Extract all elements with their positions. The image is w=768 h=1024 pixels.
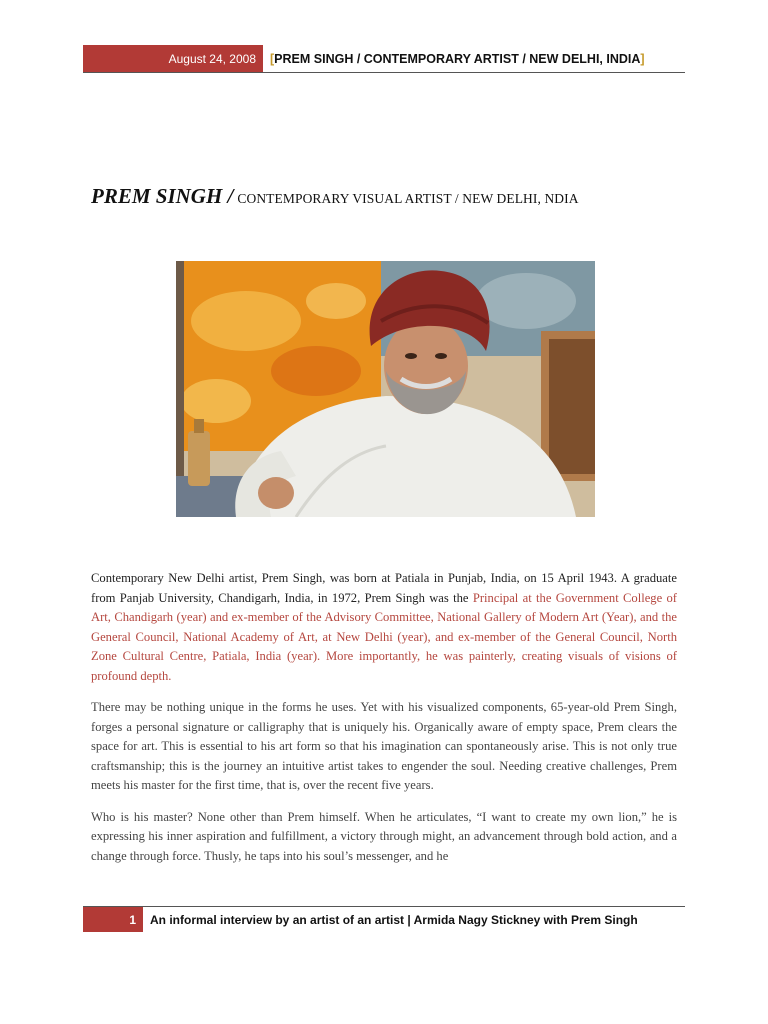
- paragraph-1-intro: Contemporary New Delhi artist, Prem Singh, was born at Patiala in Punjab, India, on 15 April 1943. A graduate from Panjab University, Chandigarh, India, in 1972, Prem Singh was the: [91, 571, 677, 605]
- header-bracket-close: ]: [640, 51, 645, 66]
- header-title-text: PREM SINGH / CONTEMPORARY ARTIST / NEW DELHI, INDIA: [274, 51, 641, 66]
- header-bracket-open: [: [270, 51, 275, 66]
- header-date: August 24, 2008: [168, 51, 256, 66]
- footer-text: An informal interview by an artist of an artist | Armida Nagy Stickney with Prem Singh: [150, 912, 638, 927]
- document-heading: [91, 184, 579, 209]
- paragraph-1-continuation: Principal at the Government College of Art, Chandigarh (year) and ex-member of the Advisory Committee, National Gallery of Modern Art (Year), and the General Council, National Academy of Art, at New Delhi (year), and ex-member of the General Council, North Zone Cultural Centre, Patiala, India (year). More importantly, he was painterly, creating visuals of visions of profound depth.: [91, 590, 677, 683]
- heading-subtitle: CONTEMPORARY VISUAL ARTIST / NEW DELHI, NDIA: [237, 191, 579, 206]
- header-title: [270, 45, 645, 72]
- paragraph-3: Who is his master? None other than Prem himself. When he articulates, “I want to create my own lion,” he is expressing his inner aspiration and fulfillment, a victory through might, an advancement through bold action, and a change through force. Thusly, he taps into his soul’s messenger, and he: [91, 809, 677, 863]
- paragraph-1: [91, 569, 677, 686]
- paragraph-2: There may be nothing unique in the forms he uses. Yet with his visualized components, 65-year-old Prem Singh, forges a personal signature or calligraphy that is uniquely his. Organically aware of empty space, Prem clears the space for art. This is essential to his art form so that his imagination can spontaneously arise. This is not only true craftsmanship; this is the journey an intuitive artist takes to engender the soul. Needing creative challenges, Prem meets his master for the first time, that is, over the recent five years.: [91, 700, 677, 792]
- heading-artist-name: PREM SINGH /: [91, 184, 234, 208]
- footer-page-number-box: [83, 907, 143, 932]
- header-date-box: [83, 45, 263, 72]
- artist-photo: [176, 261, 595, 517]
- header-rule: [83, 72, 685, 73]
- page-number: 1: [129, 912, 136, 927]
- article-body: [91, 569, 677, 878]
